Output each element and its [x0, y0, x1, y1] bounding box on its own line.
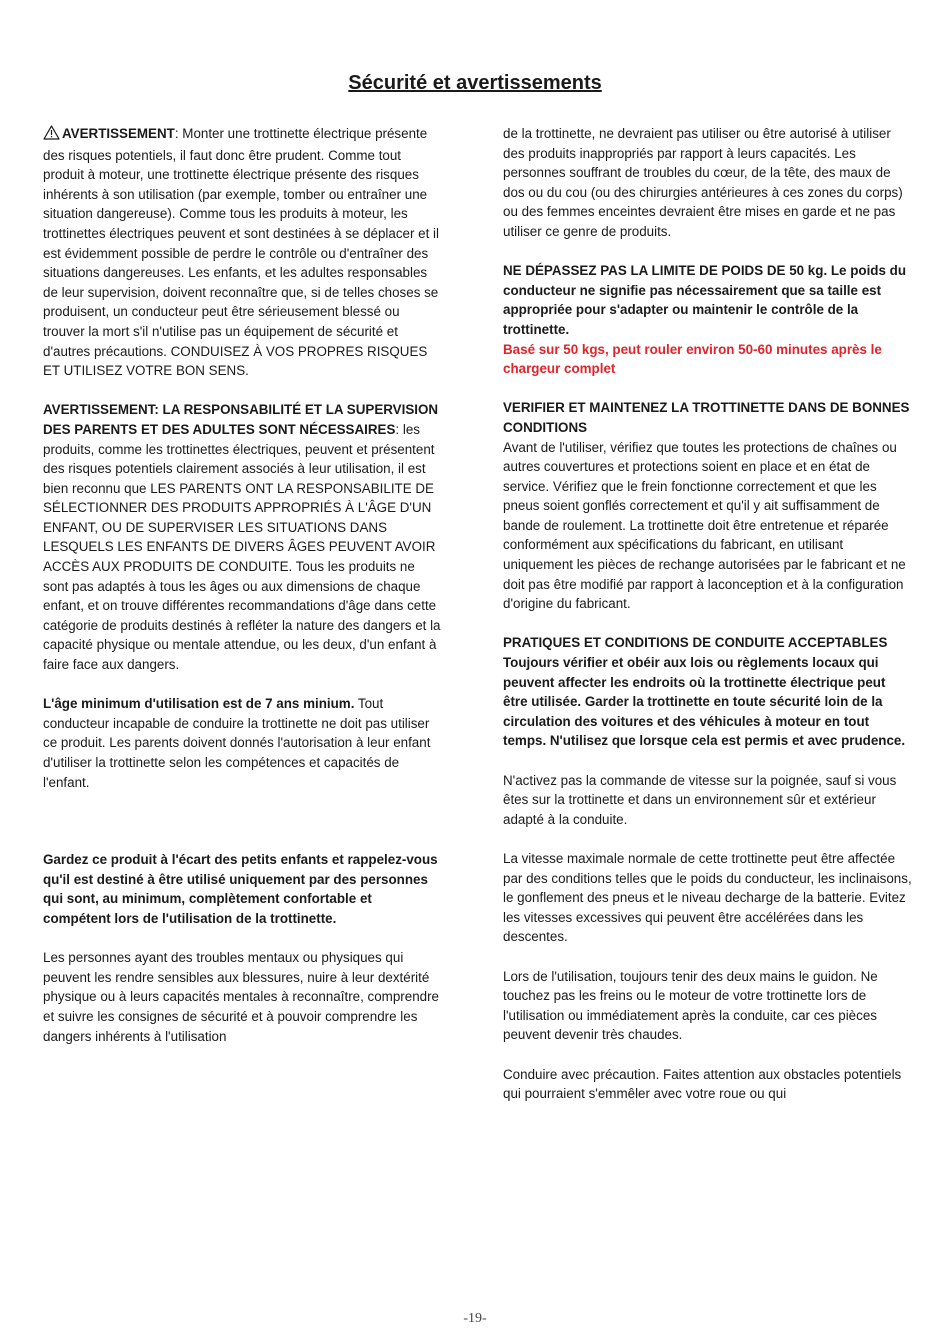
minimum-age-label: L'âge minimum d'utilisation est de 7 ans minium. — [43, 696, 355, 712]
minimum-age-paragraph — [43, 694, 443, 792]
responsibility-text: : les produits, comme les trottinettes électriques, peuvent et présentent des risques potentiels clairement associés à leur utilisation, il est bien reconnu que LES PARENTS ONT LA RESPONSABILITE DE SÉLECTIONNER DES PRODUITS APPROPRIÉS À L'ÂGE D'UN ENFANT, OU DE SUPERVISER LES SITUATIONS DANS LESQUELS LES ENFANTS DE DIVERS ÂGES PEUVENT AVOIR ACCÈS AUX PRODUITS DE CONDUITE. Tous les produits ne sont pas adaptés à tous les âges ou aux dimensions de chaque enfant, et on trouve différentes recommandations d'âge dans cette catégorie de produits destinés à refléter la nature des dangers et la capacité physique ou mentale attendue, ou les deux, d'un enfant à faire face aux dangers. — [43, 421, 441, 673]
page-title: Sécurité et avertissements — [348, 72, 602, 94]
maintenance-heading: VERIFIER ET MAINTENEZ LA TROTTINETTE DANS DE BONNES CONDITIONS — [503, 400, 910, 435]
keep-away-paragraph: Gardez ce produit à l'écart des petits enfants et rappelez-vous qu'il est destiné à être utilisé uniquement par des personnes qui sont, au minimum, complètement confortable et compétent lors de l'utilisation de la trottinette. — [43, 852, 438, 926]
max-speed-paragraph: La vitesse maximale normale de cette trottinette peut être affectée par des conditions telles que le poids du conducteur, les inclinaisons, le gonflement des pneus et le niveau decharge de la batterie. Evitez les vitesses excessives qui peuvent être accélérées dans les descentes. — [503, 850, 912, 945]
disabilities-paragraph: Les personnes ayant des troubles mentaux ou physiques qui peuvent les rendre sensibles aux blessures, nuire à leur dextérité physique ou à leurs capacités mentales à reconnaître, comprendre et suivre les consignes de sécurité et à pouvoir comprendre les dangers inhérents à l'utilisation — [43, 950, 439, 1044]
riding-practices-heading: PRATIQUES ET CONDITIONS DE CONDUITE ACCEPTABLES — [503, 635, 888, 651]
weight-limit-paragraph — [503, 261, 913, 379]
left-column — [43, 124, 443, 1066]
right-column — [503, 124, 913, 1123]
warning-icon — [43, 125, 60, 146]
continued-paragraph: de la trottinette, ne devraient pas utiliser ou être autorisé à utiliser des produits inappropriés par rapport à leurs capacités. Les personnes souffrant de troubles du cœur, de la tête, des maux de dos ou du cou (ou des chirurgies antérieures à ces zones du corps) ou des femmes enceintes devraient être mises en garde et ne pas utiliser ce genre de produits. — [503, 126, 903, 239]
caution-paragraph: Conduire avec précaution. Faites attention aux obstacles potentiels qui pourraient s'emmêler avec votre roue ou qui — [503, 1066, 902, 1102]
warning-paragraph — [43, 124, 443, 381]
speed-control-paragraph: N'activez pas la commande de vitesse sur la poignée, sauf si vous êtes sur la trottinette et dans un environnement sûr et extérieur adapté à la conduite. — [503, 772, 897, 827]
minimum-age-text: Tout conducteur incapable de conduire la trottinette ne doit pas utiliser ce produit. Les parents doivent donnés l'autorisation à leur enfant d'utiliser la trottinette selon les compétences et capacités de l'enfant. — [43, 696, 431, 790]
responsibility-label: AVERTISSEMENT: LA RESPONSABILITÉ ET LA SUPERVISION DES PARENTS ET DES ADULTES SONT NÉCESSAIRES — [43, 402, 439, 437]
maintenance-paragraph — [503, 398, 913, 614]
responsibility-paragraph — [43, 400, 443, 674]
handlebar-paragraph: Lors de l'utilisation, toujours tenir des deux mains le guidon. Ne touchez pas les freins ou le moteur de votre trottinette lors de l'utilisation ou immédiatement après la conduite, car ces pièces peuvent devenir très chaudes. — [503, 968, 878, 1043]
battery-autonomy-note: Basé sur 50 kgs, peut rouler environ 50-60 minutes après le chargeur complet — [503, 341, 882, 377]
riding-practices-text: Toujours vérifier et obéir aux lois ou règlements locaux qui peuvent affecter les endroits où la trottinette électrique peut être utilisée. Garder la trottinette en toute sécurité loin de la circulation des voitures et des véhicules à moteur en tout temps. N'utilisez que lorsque cela est permis et avec prudence. — [503, 655, 906, 749]
warning-label: AVERTISSEMENT — [62, 126, 175, 141]
weight-limit-text: NE DÉPASSEZ PAS LA LIMITE DE POIDS DE 50 kg. Le poids du conducteur ne signifie pas nécessairement que sa taille est appropriée pour s'adapter ou maintenir le contrôle de la trottinette. — [503, 263, 907, 337]
maintenance-text: Avant de l'utiliser, vérifiez que toutes les protections de chaînes ou autres couvertures et protections soient en place et en état de service. Vérifiez que le frein fonctionne correctement et que les pneus soient gonflés correctement et qu'il y ait suffisamment de bande de roulement. La trottinette doit être entretenue et réparée conformément aux spécifications du fabricant, en utilisant uniquement les pièces de rechange autorisées par le fabricant et ne doit pas être modifié par rapport à laconception et à la configuration d'origine du fabricant. — [503, 439, 906, 612]
warning-text: : Monter une trottinette électrique présente des risques potentiels, il faut donc être prudent. Comme tout produit à moteur, une trottinette électrique présente des risques inhérents à son utilisation (par exemple, tomber ou entraîner une situation dangereuse). Comme tous les produits à moteur, les trottinettes électriques peuvent et sont destinées à se déplacer et il est évidemment possible de perdre le contrôle ou d'entraîner des situations dangereuses. Les enfants, et les adultes responsables de leur supervision, doivent reconnaître que, si de telles choses se produisent, un conducteur peut être sérieusement blessé ou trouver la mort s'il n'utilise pas un équipement de sécurité et d'autres précautions. CONDUISEZ À VOS PROPRES RISQUES ET UTILISEZ VOTRE BON SENS. — [43, 126, 440, 379]
riding-practices-paragraph — [503, 633, 913, 751]
page-number: -19- — [463, 1311, 487, 1326]
